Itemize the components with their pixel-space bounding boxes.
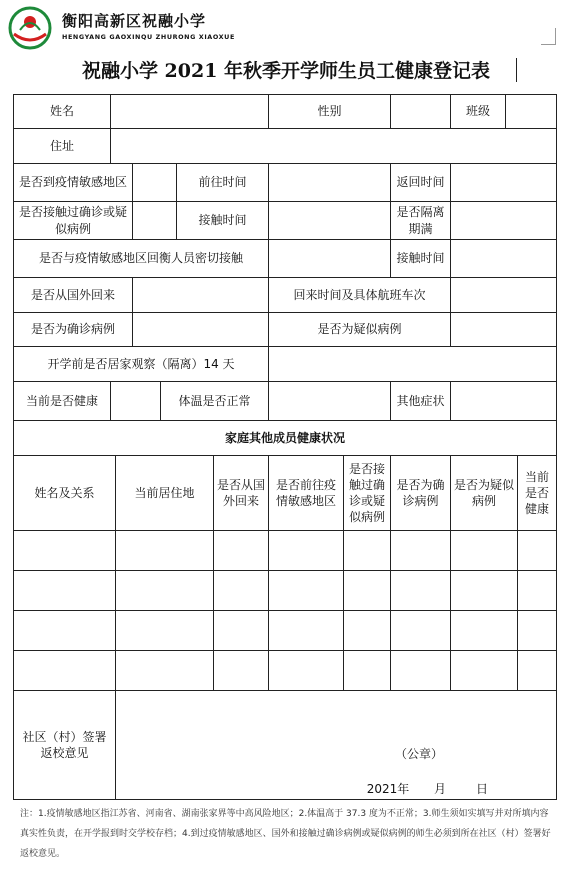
community-opinion-label: 社区（村）签署返校意见 bbox=[22, 729, 107, 760]
healthy-field[interactable] bbox=[111, 382, 160, 420]
isolated-label: 是否隔离期满 bbox=[396, 205, 445, 236]
travel-time-field[interactable] bbox=[269, 164, 390, 201]
contact-case-label: 是否接触过确诊或疑似病例 bbox=[18, 205, 127, 236]
family-row[interactable] bbox=[14, 571, 556, 610]
sign-day: 日 bbox=[475, 781, 488, 796]
return-flight-label: 回来时间及具体航班车次 bbox=[293, 287, 426, 302]
form-title: 祝融小学 2021 年秋季开学师生员工健康登记表 bbox=[81, 60, 491, 82]
family-col-sensitive-area: 是否前往疫情敏感地区 bbox=[275, 477, 336, 508]
gender-label: 性别 bbox=[317, 104, 342, 119]
confirmed-field[interactable] bbox=[133, 313, 268, 346]
name-label: 姓名 bbox=[49, 104, 74, 119]
suspected-field[interactable] bbox=[451, 313, 556, 346]
other-symptoms-label: 其他症状 bbox=[396, 393, 445, 408]
family-col-residence: 当前居住地 bbox=[134, 485, 195, 500]
suspected-label: 是否为疑似病例 bbox=[317, 322, 402, 337]
family-row[interactable] bbox=[14, 651, 556, 690]
other-symptoms-field[interactable] bbox=[451, 382, 556, 420]
confirmed-label: 是否为确诊病例 bbox=[30, 322, 115, 337]
home-observation-field[interactable] bbox=[269, 347, 556, 381]
family-row[interactable] bbox=[14, 611, 556, 650]
official-seal-text: （公章） bbox=[394, 746, 443, 761]
sign-year: 2021年 bbox=[366, 781, 410, 796]
healthy-label: 当前是否健康 bbox=[25, 393, 98, 408]
visited-area-label: 是否到疫情敏感地区 bbox=[18, 175, 127, 190]
travel-time-label: 前往时间 bbox=[198, 175, 247, 190]
visited-area-field[interactable] bbox=[133, 164, 176, 201]
school-name-cn: 衡阳高新区祝融小学 bbox=[62, 12, 207, 30]
address-field[interactable] bbox=[111, 129, 556, 163]
temperature-field[interactable] bbox=[269, 382, 390, 420]
family-col-abroad: 是否从国外回来 bbox=[216, 477, 265, 508]
family-section-heading: 家庭其他成员健康状况 bbox=[224, 430, 345, 445]
return-time-label: 返回时间 bbox=[396, 175, 445, 190]
close-contact-label: 是否与疫情敏感地区回衡人员密切接触 bbox=[38, 251, 243, 266]
from-abroad-field[interactable] bbox=[133, 278, 268, 312]
temperature-label: 体温是否正常 bbox=[178, 393, 251, 408]
sign-month: 月 bbox=[433, 781, 446, 796]
family-row[interactable] bbox=[14, 531, 556, 570]
return-time-field[interactable] bbox=[451, 164, 556, 201]
home-observation-label: 开学前是否居家观察（隔离）14 天 bbox=[47, 356, 235, 371]
gender-field[interactable] bbox=[391, 95, 450, 128]
footnote: 注：1.疫情敏感地区指江苏省、河南省、湖南张家界等中高风险地区；2.体温高于 37.3 度为不正常；3.师生须如实填写并对所填内容真实性负责，在开学报到时交学校存档；4.到过疫情敏感地区、国外和接触过确诊病例或疑似病例的师生必须到所在社区（村）签署好返校意见。 bbox=[20, 809, 551, 859]
contact-time-2-field[interactable] bbox=[451, 240, 556, 277]
close-contact-field[interactable] bbox=[269, 240, 390, 277]
family-col-suspected: 是否为疑似病例 bbox=[453, 477, 514, 508]
isolated-field[interactable] bbox=[451, 202, 556, 239]
family-col-contact: 是否接触过确诊或疑似病例 bbox=[348, 461, 385, 525]
contact-case-field[interactable] bbox=[133, 202, 176, 239]
from-abroad-label: 是否从国外回来 bbox=[30, 287, 115, 302]
name-field[interactable] bbox=[111, 95, 268, 128]
contact-time-2-label: 接触时间 bbox=[396, 251, 445, 266]
address-label: 住址 bbox=[49, 138, 74, 153]
return-flight-field[interactable] bbox=[451, 278, 556, 312]
school-name-en: HENGYANG GAOXINQU ZHURONG XIAOXUE bbox=[62, 33, 235, 41]
contact-time-field[interactable] bbox=[269, 202, 390, 239]
family-col-name: 姓名及关系 bbox=[34, 485, 95, 500]
family-col-healthy: 当前是否健康 bbox=[524, 469, 549, 517]
class-label: 班级 bbox=[465, 104, 490, 119]
contact-time-label: 接触时间 bbox=[198, 213, 247, 228]
family-col-confirmed: 是否为确诊病例 bbox=[396, 477, 445, 508]
class-field[interactable] bbox=[506, 95, 556, 128]
